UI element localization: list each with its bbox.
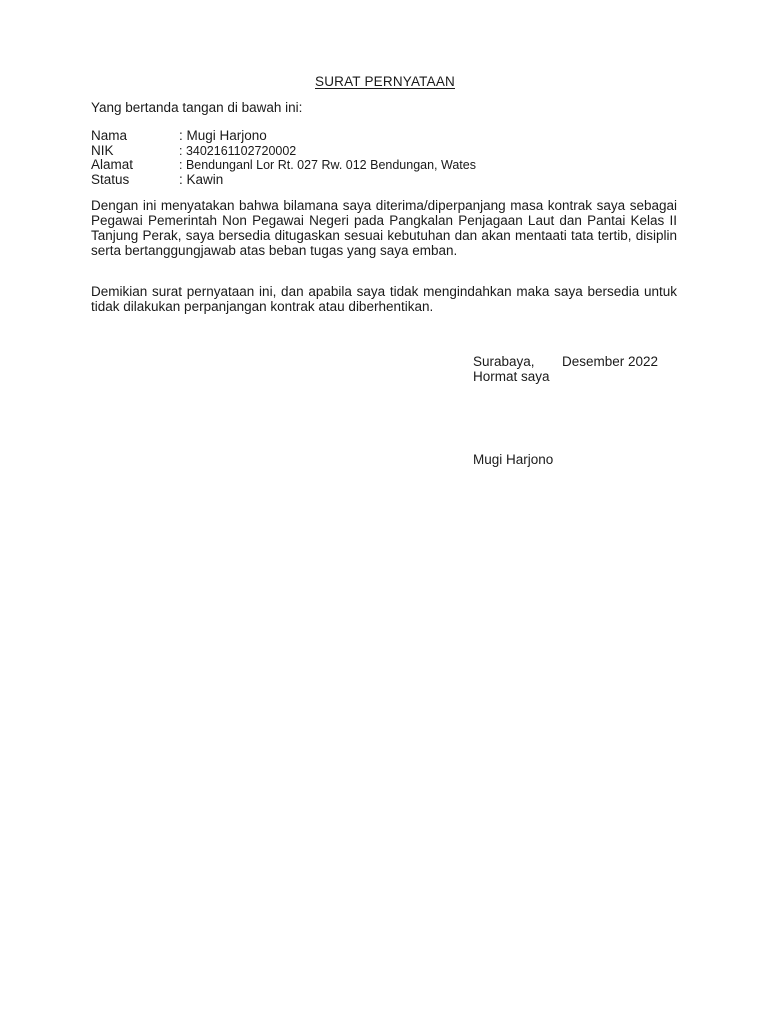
identity-value: : Mugi Harjono bbox=[179, 128, 267, 143]
signature-closing: Hormat saya bbox=[473, 369, 550, 384]
signer-name: Mugi Harjono bbox=[473, 452, 554, 467]
identity-value: : 3402161102720002 bbox=[179, 143, 297, 158]
identity-value: : Kawin bbox=[179, 171, 224, 187]
document-title bbox=[0, 74, 768, 90]
intro-text: Yang bertanda tangan di bawah ini: bbox=[91, 100, 303, 115]
signature-place: Surabaya, bbox=[473, 354, 535, 369]
identity-label: Status bbox=[91, 171, 130, 187]
identity-value: : Bendunganl Lor Rt. 027 Rw. 012 Bendungan, Wates bbox=[179, 158, 476, 172]
signature-block bbox=[473, 354, 658, 384]
document-title-text: SURAT PERNYATAAN bbox=[315, 74, 455, 89]
signature-date: Desember 2022 bbox=[562, 354, 659, 369]
signature-place-date bbox=[473, 354, 658, 369]
closing-paragraph: Demikian surat pernyataan ini, dan apabila saya tidak mengindahkan maka saya bersedia untuk tidak dilakukan perpanjangan kontrak atau diberhentikan. bbox=[91, 284, 677, 314]
identity-label: NIK bbox=[91, 142, 114, 158]
identity-label: Alamat bbox=[91, 157, 134, 172]
identity-label: Nama bbox=[91, 128, 128, 143]
statement-paragraph: Dengan ini menyatakan bahwa bilamana saya diterima/diperpanjang masa kontrak saya sebagai Pegawai Pemerintah Non Pegawai Negeri pada Pangkalan Penjagaan Laut dan Pantai Kelas II Tanjung Perak, saya bersedia ditugaskan sesuai kebutuhan dan akan mentaati tata tertib, disiplin serta bertanggungjawab atas beban tugas yang saya emban. bbox=[91, 198, 677, 258]
